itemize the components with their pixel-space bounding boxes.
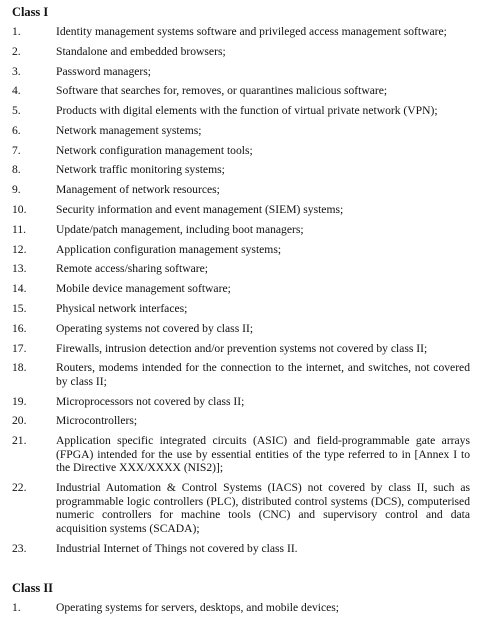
list-item [12, 104, 470, 118]
list-item [12, 243, 470, 257]
item-text: Operating systems for servers, desktops, and mobile devices; [56, 601, 340, 615]
item-text: Network traffic monitoring systems; [56, 163, 225, 177]
item-number: 1. [12, 25, 21, 38]
item-text: Products with digital elements with the function of virtual private network (VPN); [56, 104, 438, 118]
item-number: 18. [12, 361, 27, 375]
item-number: 21. [12, 434, 27, 448]
list-item [12, 361, 470, 388]
class-ii-list [12, 601, 470, 615]
item-text: Identity management systems software and privileged access management software; [56, 25, 447, 38]
list-item [12, 144, 470, 158]
item-number: 14. [12, 282, 27, 296]
item-number: 11. [12, 222, 27, 236]
class-i-heading: Class I [12, 5, 49, 19]
item-text: Industrial Internet of Things not covered by class II. [56, 541, 298, 555]
item-number: 16. [12, 321, 27, 335]
list-item [12, 262, 470, 276]
item-text: Security information and event management (SIEM) systems; [56, 203, 344, 217]
item-number: 19. [12, 394, 27, 408]
item-text: Remote access/sharing software; [56, 262, 208, 276]
item-number: 5. [12, 104, 21, 118]
list-item [12, 542, 470, 556]
list-item [12, 414, 470, 428]
item-number: 15. [12, 301, 27, 315]
item-text: Network configuration management tools; [56, 143, 253, 157]
list-item [12, 163, 470, 177]
item-number: 8. [12, 163, 21, 177]
list-item [12, 183, 470, 197]
list-item [12, 322, 470, 336]
list-item [12, 25, 470, 39]
list-item [12, 84, 470, 98]
list-item [12, 65, 470, 79]
item-number: 12. [12, 242, 27, 256]
item-number: 13. [12, 262, 27, 276]
item-text: Network management systems; [56, 123, 202, 137]
item-text: Microcontrollers; [56, 414, 138, 428]
item-number: 4. [12, 84, 21, 98]
item-text: Industrial Automation & Control Systems (IACS) not covered by class II, such as programmable logic controllers (PLC), distributed control systems (DCS), computerised numeric controllers for machine tools (CNC) and supervisory control and data acquisition systems (SCADA); [56, 481, 470, 535]
item-text: Physical network interfaces; [56, 301, 188, 315]
item-number: 9. [12, 183, 21, 197]
item-text: Microprocessors not covered by class II; [56, 394, 245, 408]
item-text: Password managers; [56, 64, 151, 78]
item-text: Routers, modems intended for the connection to the internet, and switches, not covered by class II; [56, 361, 470, 388]
item-number: 3. [12, 64, 21, 78]
item-text: Application specific integrated circuits (ASIC) and field-programmable gate arrays (FPGA) intended for the use by essential entities of the type referred to in [Annex I to the Directive XXX/XXXX (NIS2)]; [56, 434, 470, 475]
class-ii-heading: Class II [12, 581, 53, 596]
item-number: 23. [12, 541, 27, 555]
item-number: 7. [12, 143, 21, 157]
list-item [12, 342, 470, 356]
item-number: 2. [12, 44, 21, 58]
item-number: 1. [12, 601, 21, 615]
item-number: 20. [12, 414, 27, 428]
item-number: 10. [12, 203, 27, 217]
item-text: Standalone and embedded browsers; [56, 44, 226, 58]
list-item [12, 45, 470, 59]
list-item [12, 601, 470, 615]
list-item [12, 124, 470, 138]
item-number: 6. [12, 123, 21, 137]
list-item [12, 481, 470, 535]
list-item [12, 395, 470, 409]
item-text: Management of network resources; [56, 183, 220, 197]
list-item [12, 434, 470, 475]
item-text: Operating systems not covered by class II; [56, 321, 254, 335]
list-item [12, 203, 470, 217]
item-text: Firewalls, intrusion detection and/or prevention systems not covered by class II; [56, 341, 428, 355]
list-item [12, 302, 470, 316]
item-text: Mobile device management software; [56, 282, 231, 296]
list-item [12, 282, 470, 296]
item-number: 17. [12, 341, 27, 355]
item-text: Software that searches for, removes, or quarantines malicious software; [56, 84, 388, 98]
item-text: Application configuration management systems; [56, 242, 282, 256]
item-text: Update/patch management, including boot managers; [56, 222, 304, 236]
list-item [12, 223, 470, 237]
item-number: 22. [12, 481, 27, 495]
class-i-list [12, 25, 470, 555]
